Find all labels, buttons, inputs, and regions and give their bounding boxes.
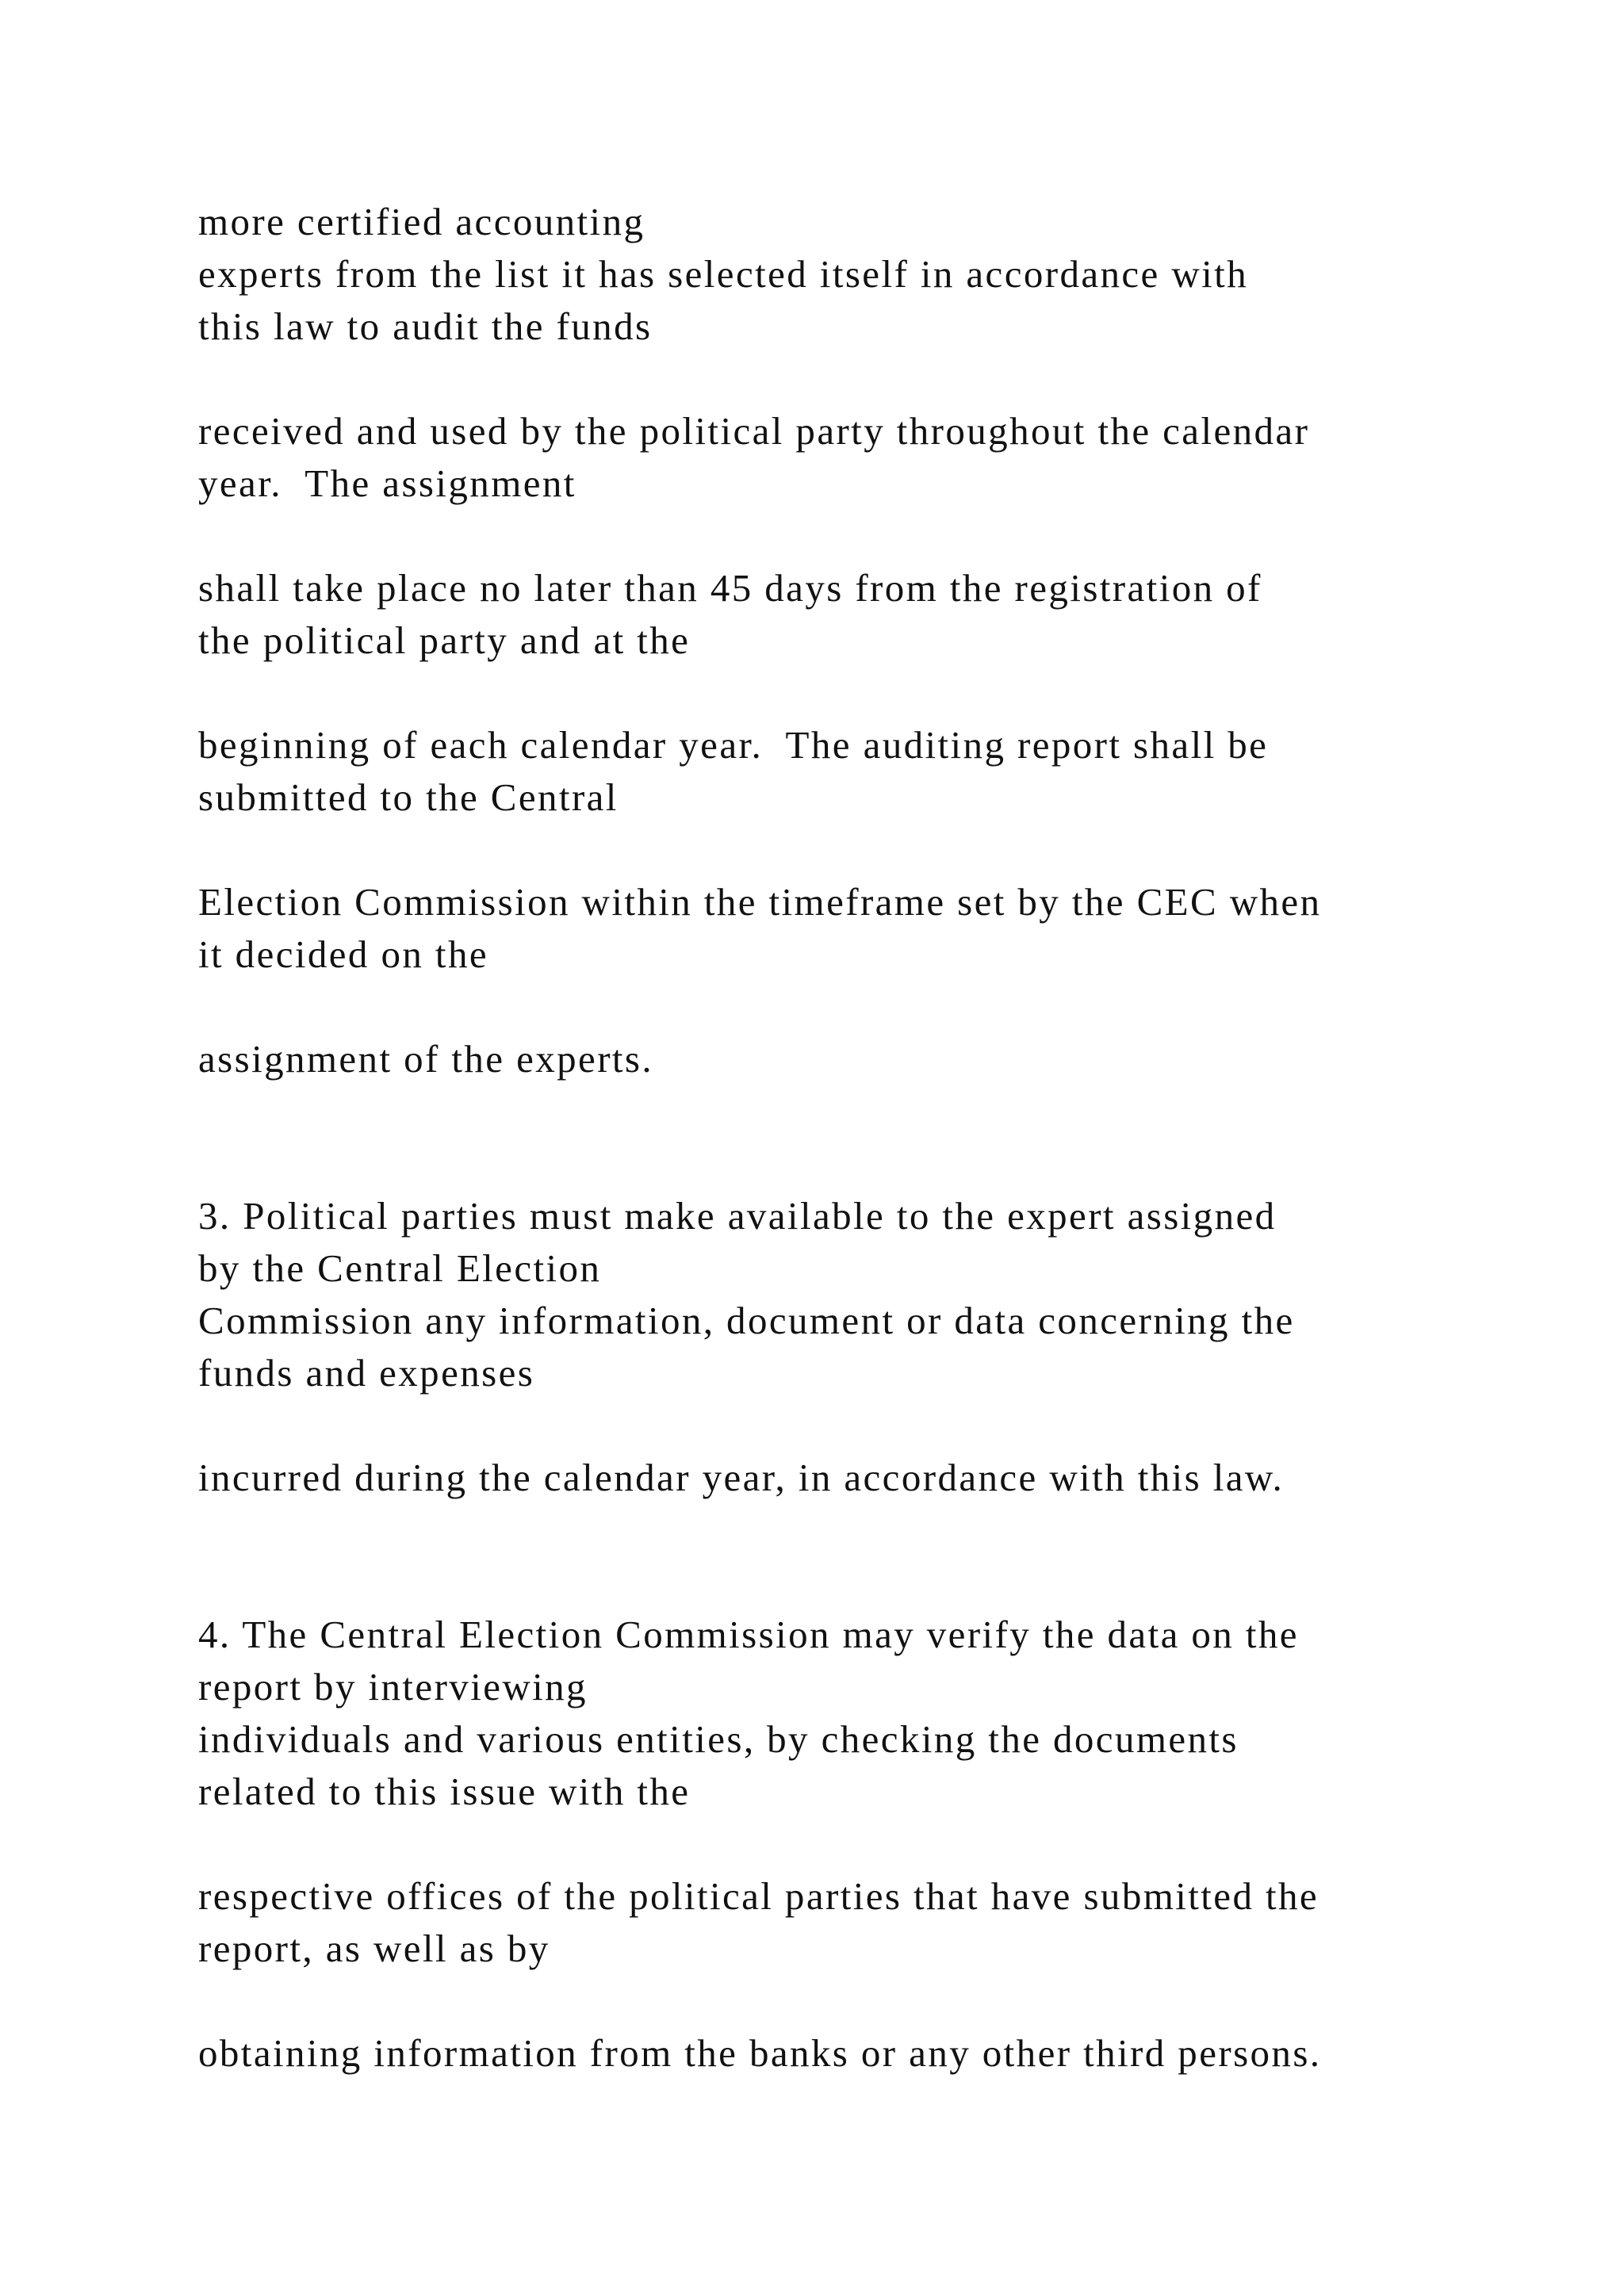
- text-line: beginning of each calendar year. The auditing report shall be: [198, 723, 1269, 767]
- text-line: respective offices of the political parties that have submitted the: [198, 1874, 1320, 1918]
- text-line: report, as well as by: [198, 1927, 550, 1970]
- text-line: received and used by the political party throughout the calendar: [198, 409, 1310, 453]
- text-line: assignment of the experts.: [198, 1037, 654, 1081]
- text-line: year. The assignment: [198, 461, 576, 505]
- text-line: report by interviewing: [198, 1665, 588, 1709]
- text-line: obtaining information from the banks or any other third persons.: [198, 2031, 1322, 2075]
- text-line: shall take place no later than 45 days from the registration of: [198, 566, 1262, 610]
- text-line: 3. Political parties must make available to the expert assigned: [198, 1194, 1277, 1238]
- text-line: Commission any information, document or data concerning the: [198, 1299, 1295, 1342]
- text-line: individuals and various entities, by checking the documents: [198, 1717, 1239, 1761]
- text-line: incurred during the calendar year, in accordance with this law.: [198, 1456, 1285, 1499]
- text-line: submitted to the Central: [198, 775, 619, 819]
- text-line: 4. The Central Election Commission may verify the data on the: [198, 1613, 1299, 1656]
- text-line: funds and expenses: [198, 1351, 535, 1395]
- text-line: it decided on the: [198, 932, 488, 976]
- text-line: this law to audit the funds: [198, 304, 653, 348]
- text-line: by the Central Election: [198, 1246, 602, 1290]
- text-line: more certified accounting: [198, 200, 645, 243]
- text-line: related to this issue with the: [198, 1770, 691, 1813]
- text-line: Election Commission within the timeframe set by the CEC when: [198, 880, 1322, 924]
- text-line: experts from the list it has selected itself in accordance with: [198, 252, 1249, 296]
- text-line: the political party and at the: [198, 618, 691, 662]
